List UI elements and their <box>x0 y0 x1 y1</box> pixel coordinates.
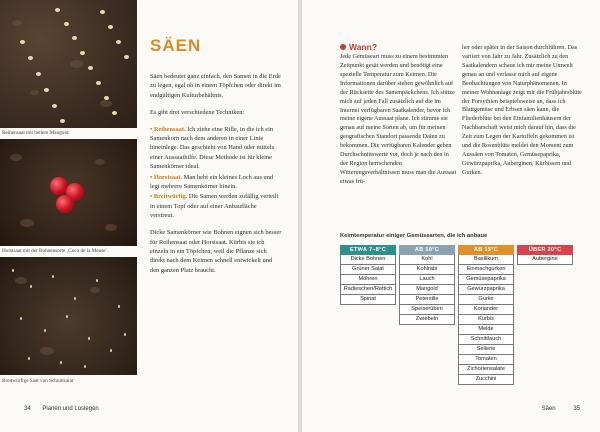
table-cell: Zucchini <box>458 375 514 385</box>
technique-term: Reihensaat. <box>153 125 186 133</box>
section-title: SÄEN <box>150 36 202 55</box>
table-column <box>517 245 573 265</box>
table-cell: Gemüsepaprika <box>458 275 514 285</box>
table-cell: Gurke <box>458 295 514 305</box>
table-cell: Zwiebeln <box>399 315 455 325</box>
list-item: • Breitwürfig. Die Samen werden zufällig verteilt in einem Topf oder auf einer Anbaufläche verstreut. <box>150 193 279 220</box>
table-header: AB 10°C <box>399 245 455 255</box>
wann-label: Wann? <box>349 42 378 52</box>
table-title: Keimtemperatur einiger Gemüsearten, die ich anbaue <box>340 233 488 239</box>
table-cell: Gewürzpaprika <box>458 285 514 295</box>
table-cell: Radieschen/Rettich <box>340 285 396 295</box>
left-body-text <box>150 72 282 283</box>
table-cell: Kürbis <box>458 315 514 325</box>
table-column <box>399 245 455 325</box>
photo-row-seeding <box>0 0 137 128</box>
table-cell: Lauch <box>399 275 455 285</box>
table-header: AB 15°C <box>458 245 514 255</box>
right-page <box>302 0 600 432</box>
table-cell: Koriander <box>458 305 514 315</box>
closing-paragraph: Dicke Samenkörner wie Bohnen eignen sich besser für Reihensaat oder Horstsaat. Kürbis sie ich einzeln in ein Töpfchen, weil die Pflanze sich direkt nach dem Keimen schnell entwickelt und den ganzen Platz braucht. <box>150 229 282 274</box>
wann-heading <box>340 42 377 52</box>
photo-broadcast-seeding <box>0 257 137 375</box>
table-cell: Einmachgurken <box>458 265 514 275</box>
technique-text: Man hebt ein kleines Loch aus und legt mehrere Samenkörner hinein. <box>150 173 274 191</box>
list-item: • Horstsaat. Man hebt ein kleines Loch aus und legt mehrere Samenkörner hinein. <box>150 173 274 191</box>
text-column-1: Jede Gemüseart muss zu einem bestimmten Zeitpunkt gesät werden und benötigt eine spezielle Temperatur zum Keimen. Die Informationen darüber stehen gewöhnlich auf der Rückseite des Samenpäckchens. Ich stütze mich auf jeden Fall zusätzlich auf die im Internet verfügbaren Saatkalender, bevor ich meine eigene Aussaat plane. Ich stimme sie genau auf meine Sorten ab, um für meinen geografischen Standort passende Daten zu bekommen. Die verfügbaren Kalender geben Durchschnittswerte vor, doch je nach den in der Region herrschenden Witterungsverhältnissen muss man die Aussaat etwas frü- <box>340 53 457 185</box>
table-cell: Schnittlauch <box>458 335 514 345</box>
table-cell: Grüner Salat <box>340 265 396 275</box>
page-number: 34 <box>24 406 31 412</box>
running-footer: Säen <box>541 406 556 412</box>
table-cell: Sellerie <box>458 345 514 355</box>
table-cell: Möhren <box>340 275 396 285</box>
intro-paragraph: Säen bedeutet ganz einfach, den Samen in die Erde zu legen, egal ob in einem Töpfchen oder direkt im endgültigen Kulturbehältnis. <box>150 73 281 99</box>
table-column <box>458 245 514 385</box>
technique-term: Breitwürfig. <box>153 193 188 201</box>
text-column-2: her oder später in der Saison durchführen. Das variiert von Jahr zu Jahr. Zusätzlich zu den Saatkalendern schaue ich mir meine Umwelt genau an und verlasse mich auf eigene Beobachtungen von Naturphänomenen. In meiner Wohnanlage zeigt mir die Frühjahrsblüte der Forsythien beispielsweise an, dass ich Blattgemüse und Erbsen säen kann, die Fliederblüte bei den Einfamilienhäusern der Nachbarschaft weist mich darauf hin, dass die Zeit zum Legen der Kartoffeln gekommen ist und die Rosenblüte meldet den Moment zum Aussäen von Tomaten, Gemüsepaprika, Gewürzpaprika, Auberginen, Kürbissen und Gurken. <box>462 44 582 176</box>
table-cell: Tomaten <box>458 355 514 365</box>
list-item: • Reihensaat. Ich ziehe eine Rille, in die ich ein Samenkorn nach dem anderen in einer Linie hineinlege. Das geschieht von Hand oder mittels einer Aussaathilfe. Diese Methode ist für kleine Samenkörner ideal. <box>150 125 275 171</box>
techniques-intro: Es gibt drei verschiedene Techniken: <box>150 108 245 116</box>
left-page <box>0 0 298 432</box>
table-cell: Basilikum <box>458 255 514 265</box>
table-cell: Speiserüben <box>399 305 455 315</box>
table-cell: Zichoriensalate <box>458 365 514 375</box>
photo-caption: Horstsaat mit der Bohnensorte ‚Coco de la Meuse'. <box>2 248 108 254</box>
photo-caption: Reihensaat mit hellem Mangold. <box>2 130 70 136</box>
technique-text: Die Samen werden zufällig verteilt in einem Topf oder auf einer Anbaufläche verstreut. <box>150 193 279 220</box>
table-cell: Kohl <box>399 255 455 265</box>
table-header: ETWA 7–8°C <box>340 245 396 255</box>
table-cell: Mangold <box>399 285 455 295</box>
bullet-dot-icon <box>340 44 346 50</box>
photo-hill-seeding <box>0 139 137 246</box>
running-footer: Planen und Loslegen <box>42 406 99 412</box>
table-cell: Melde <box>458 325 514 335</box>
table-column <box>340 245 396 305</box>
table-cell: Kohlrabi <box>399 265 455 275</box>
table-cell: Petersilie <box>399 295 455 305</box>
table-cell: Spinat <box>340 295 396 305</box>
photo-caption: Breitwürfige Saat von Schnittsalat <box>2 378 74 384</box>
left-footer <box>24 406 99 412</box>
page-number: 35 <box>573 406 580 412</box>
table-cell: Dicke Bohnen <box>340 255 396 265</box>
table-cell: Aubergine <box>517 255 573 265</box>
right-footer <box>542 406 580 412</box>
technique-text: Ich ziehe eine Rille, in die ich ein Samenkorn nach dem anderen in einer Linie hineinlege. Das geschieht von Hand oder mittels einer Aussaathilfe. Diese Methode ist für kleine Samenkörner ideal. <box>150 125 275 171</box>
technique-list <box>150 125 282 221</box>
technique-term: Horstsaat. <box>153 173 183 181</box>
table-header: ÜBER 20°C <box>517 245 573 255</box>
